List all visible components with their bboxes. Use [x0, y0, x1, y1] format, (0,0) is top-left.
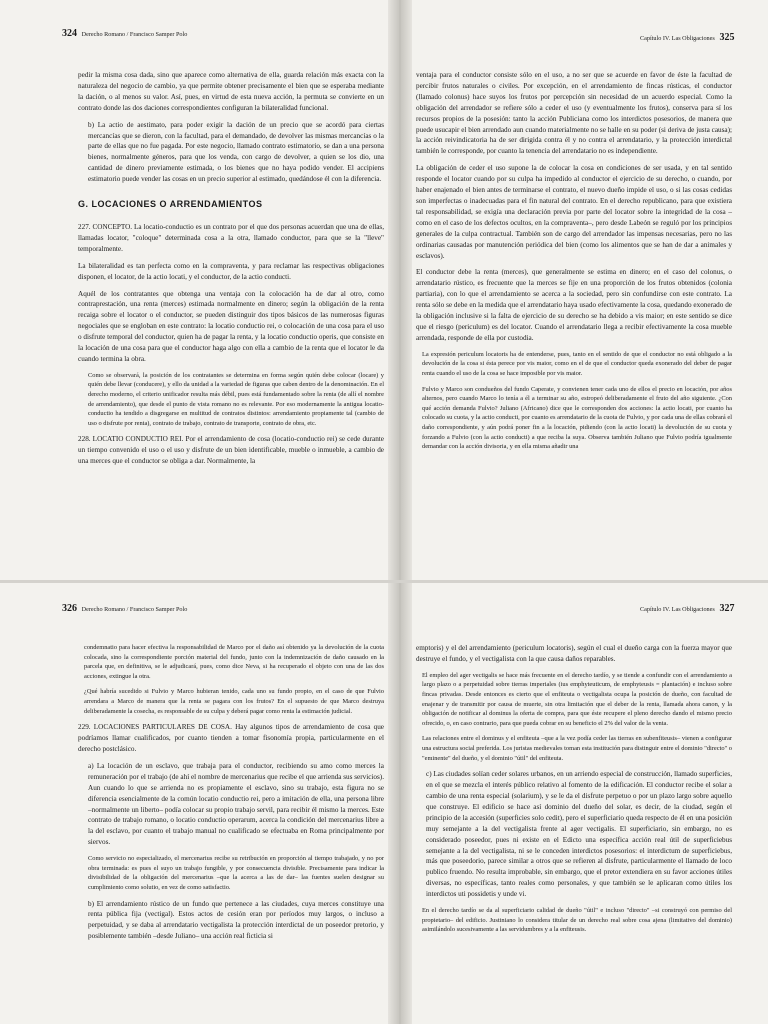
note: El empleo del ager vectigalis se hace más frecuente en el derecho tardío, y se tiende a confundir con el arrendamiento a largo plazo o a perpetuidad sobre tierras imperiales (ius emphyteuticum, de emphyteusis = plantación) e incluso sobre fincas privadas. Desde entonces es cierto que el enfiteuta o vectigalista ocupa la posición de dueño, con facultad de enajenar y de transmitir por causa de muerte, sin otra limitación que el deber de la renta, llamada ahora canon, y la obligación de notificar al dominus la oferta de compra, para que éste recupere el pleno derecho dando el mismo precio ofrecido, o, en caso contrario, para que pueda cobrar en su beneficio el 2% del valor de la venta. — [422, 671, 732, 727]
right-page-header — [640, 603, 734, 614]
paragraph: La obligación de ceder el uso supone la de colocar la cosa en condiciones de ser usada, y en tal sentido responde el locator cuando por su culpa ha impedido al conductor el ejercicio de su derecho, o cuando, por haber enajenado el bien antes de terminarse el contrato, el nuevo dueño impide el uso, o si las cosas cedidas son imperfectas o inadecuadas para el fin natural del contrato. En el derecho republicano, para que existiera tal responsabilidad, se exigía una declaración previa por parte del locator sobre la integridad de la cosa –como en el caso de los defectos ocultos, en la compraventa–, pero desde Labeón se reguló por los principios generales de la culpa contractual. También son de cargo del arrendador las impensas necesarias, pero no las ordinarias causadas por manutención periódica del bien (como los alimentos que se han de dar a animales y esclavos). — [416, 164, 732, 260]
list-item: c) Las ciudades solían ceder solares urbanos, en un arriendo especial de construcción, llamado superficies, en el que se mezcla el interés público relativo al fomento de la edificación. El conductor recibe el solar a cambio de una renta especial (solarium), y se le da el disfrute perpetuo o por un plazo largo sobre aquello que construye. El edificio se hace así dominio del dueño del solar, es decir, de la ciudad, según el principio de la accesión (superficies solo cedit), pero el superficiario queda respecto de él en una posición muy semejante a la del vectigalista frente al ager vectigalis. El superficiario, sin embargo, no es considerado poseedor, pues ni existe en el Edicto una específica acción real útil de superficiebus semejante a la del vectigalista, ni se le conceden interdictos posesorios: el interdictum de superficiebus, más que poseedorio, parece similar a otros que se refieren al disfrute, particularmente el llamado de loco publico fruendo. No resulta improbable, sin embargo, que el pretor extendiera en su favor acciones útiles diversas, no específicas, tanto reales como personales, y que también se le aplicaran como útiles los interdictos uti possidetis y unde vi. — [426, 770, 732, 899]
note: La expresión periculum locatoris ha de entenderse, pues, tanto en el sentido de que el conductor no está obligado a la devolución de la cosa si ésta perece por vis maior, como en el de que el conductor queda exonerado del deber de pagar renta cuando el uso de la cosa se hace imposible por vis maior. — [422, 350, 732, 377]
note: En el derecho tardío se da al superficiario calidad de dueño "útil" e incluso "directo" –si construyó con permiso del propietario– del edificio. Justiniano lo considera titular de un derecho real sobre cosa ajena (limitativo del dominio) asimilándolo sucesivamente a las servidumbres y a la enfiteusis. — [422, 907, 732, 934]
list-item: a) La locación de un esclavo, que trabaja para el conductor, recibiendo su amo como merces la remuneración por el trabajo (de ahí el nombre de mercenarius que recibe el que arrienda sus servicios). Aun cuando lo que se arrienda no es propiamente el esclavo, sino su trabajo, esta figura no se diferencia esencialmente de la común locatio conductio rei, pero a imitación de ella, una persona libre –normalmente un liberto– podía colocar su propio trabajo servil, para recibir él mismo la merces. Este contrato de trabajo romano, o locatio conductio operarum, acerca la condición del mercenarius libre a la del esclavo, por cuanto el trabajo manual no cualificado se efectuaba en Roma principalmente por siervos. — [88, 761, 384, 847]
page-number: 326 — [62, 603, 77, 614]
paragraph: 227. CONCEPTO. La locatio-conductio es un contrato por el que dos personas acuerdan que una de ellas, llamadas locator, "coloque" determinada cosa a la otra, llamado conductor, para que se la "lleve" temporalmente. — [78, 222, 384, 253]
book-gutter — [388, 0, 412, 580]
note: ¿Qué habría sucedido si Fulvio y Marco hubieran tenido, cada uno su fundo propio, en el caso de que Fulvio arrendara a Marco de manera que la renta se pagara con los frutos? En el supuesto de que Marco destruya deliberadamente la cosecha, es responsable de su culpa y deberá pagar como renta la estimación judicial. — [84, 688, 384, 715]
page-number: 327 — [719, 603, 735, 614]
right-text-column — [416, 70, 732, 458]
running-title: Derecho Romano / Francisco Samper Polo — [81, 606, 188, 613]
note: condemnatio para hacer efectiva la responsabilidad de Marco por el daño así obtenido ya la devolución de la cuota colocada, sino la correspondiente porción material del fundo, junto con la indemnización de daño causado en la parcela que, en definitiva, se le adjudicará, pues, como dice Neva, si ha recuperado el objeto con una de las dos acciones, extingue la otra. — [84, 644, 384, 680]
running-title: Derecho Romano / Francisco Samper Polo — [81, 31, 188, 38]
paragraph: Aquél de los contratantes que obtenga una ventaja con la colocación ha de dar al otro, como contraprestación, una renta (merces) estimada normalmente en dinero; según la obligación de la renta recaiga sobre el locator o el conductor, se pueden distinguir dos tipos básicos de las numerosas figuras negociales que se engloban en este contrato: la locatio conductio rei, o colocación de una cosa para el uso o disfrute temporal del conductor, quien ha de pagar la renta, y la locatio conductio operis, que consiste en la locación de una cosa para que el conductor haga algo con ella a cambio de la renta que el locator le da cuando termina la obra. — [78, 289, 384, 363]
running-chapter: Capítulo IV. Las Obligaciones — [640, 606, 715, 613]
note: Como se observará, la posición de los contratantes se determina en forma según quién debe colocar (locare) y quién debe llevar (conducere), y ello da unidad a la variedad de figuras que caben dentro de la denominación. En el derecho moderno, el criterio unificador resulta más débil, pues está fundamentado sobre la renta (de allí el nombre de arrendamiento), que desde el punto de vista romano no es relevante. Por eso modernamente la antigua locatio-conductio ha tendido a disgregarse en multitud de contratos distintos: arrendamiento propiamente tal (cambio de uso o disfrute por renta), contrato de trabajo, contrato de transporte, contrato de obra, etc. — [88, 371, 384, 427]
paragraph: 229. LOCACIONES PARTICULARES DE COSA. Hay algunos tipos de arrendamiento de cosa que podríamos llamar cualificados, por cuanto tienden a tomar fisonomía propia, particularmente en el derecho postclásico. — [78, 723, 384, 753]
paragraph: pedir la misma cosa dada, sino que aparece como alternativa de ella, guarda relación más exacta con la naturaleza del negocio de cambio, ya que permite obtener precisamente el bien que se esperaba mediante la dación, o al menos su valor. Así, pues, en virtud de esta nueva acción, la permuta se convierte en un contrato donde las dos daciones correspondientes configuran la bilateralidad funcional. — [78, 71, 384, 112]
list-item: b) La actio de aestimato, para poder exigir la dación de un precio que se acordó para ciertas mercancías que se dieron, con la facultad, para el demandado, de devolver las mismas mercancías o la parte de ellas que no fue pagada. Por este negocio, llamado contrato estimatorio, se dan a una persona bienes, normalmente géneros, para que los venda, con cargo de devolver, a quien se los dio, una cantidad de dinero previamente estimada, o los bienes que no haya podido vender. El accipiens estimatorio puede vender las cosas en un precio superior al estimado, quedándose él con la diferencia. — [88, 120, 384, 184]
section-title: G. LOCACIONES O ARRENDAMIENTOS — [78, 199, 263, 210]
left-page-header — [62, 28, 187, 39]
note: Las relaciones entre el dominus y el enfiteuta –que a la vez podía ceder las tierras en subenfiteusis– vienen a configurar una estructura social preferida. Los juristas medievales toman esta institución para distinguir entre el dominio "directo" o "eminente" del dueño, y el dominio "útil" del enfiteuta. — [422, 735, 732, 762]
bottom-page-spread — [0, 583, 768, 1024]
paragraph: emptoris) y el del arrendamiento (periculum locatoris), según el cual el dueño carga con la fuerza mayor que destruye el fundo, y el vectigalista con la que causa daños reparables. — [416, 644, 732, 663]
right-page-header — [640, 32, 734, 43]
page-number: 324 — [62, 28, 77, 39]
left-text-column — [78, 643, 384, 948]
list-item: b) El arrendamiento rústico de un fundo que pertenece a las ciudades, cuya merces constituye una renta pública fija (vectigal). Estos actos de cesión eran por períodos muy largos, o incluso a perpetuidad, y se daba al arrendatario vectigalista la protección interdictal de un poseedor pretorio, y posiblemente también –desde Juliano– una acción real ficticia si — [88, 899, 384, 941]
note: Como servicio no especializado, el mercenarius recibe su retribución en proporción al tiempo trabajado, y no por obra terminada: es pues el suyo un trabajo fungible, y por consecuencia divisible. Precisamente para indicar la divisibilidad de la obligación del mercenarius –que la acerca a las de dar– las fuentes suelen designar su cumplimiento como solutio, en vez de como satisfactio. — [88, 855, 384, 891]
right-text-column — [416, 643, 732, 941]
left-text-column — [78, 70, 384, 473]
page-number: 325 — [719, 32, 735, 43]
left-page-header — [62, 603, 187, 614]
book-gutter — [388, 583, 412, 1024]
paragraph: ventaja para el conductor consiste sólo en el uso, a no ser que se acuerde en favor de éste la facultad de percibir frutos naturales o civiles. Por excepción, en el arrendamiento de fincas rústicas, el conductor (llamado colonus) hace suyos los frutos por percepción sin necesidad de un acuerdo especial. Como la obligación del arrendador se refiere sólo a ceder el uso (y eventualmente los frutos), conserva para sí los recursos propios de la posesión: tanto la acción Publiciana como los interdictos posesorios, de manera que puede usucapir el bien arrendado aun cuando materialmente no se halle en su poder (si deriva de justa causa); la acción reivindicatoria ha de ser dirigida contra él y no contra el arrendatario, y la protección interdictal también le corresponde, por cuanto la tenencia del arrendatario no es independiente. — [416, 71, 732, 156]
note: Fulvio y Marco son condueños del fundo Caperate, y convienen tener cada uno de ellos el precio en locación, por años alternos, pero cuando Marco lo tenía a él a terminar su año, estropeó deliberadamente el fruto del año siguiente. ¿Con qué acción demanda Fulvio? Juliano (Africano) dice que le corresponden dos acciones: la actio locati, por cuanto ha colocado su cuota, y la actio conducti, por cuanto es arrendatario de la cuota de Fulvio, y por cada una de ellas cobrará el daño correspondiente, y aún podrá poner fin a la locación, pidiendo (con la actio locati) la devolución de su cuota y forzando a Fulvio (con la actio conducti) a que reciba la suya. Observa también Juliano que Fulvio podría igualmente demandar con la acción divisoria, y en ella misma añadir una — [422, 385, 732, 451]
paragraph: La bilateralidad es tan perfecta como en la compraventa, y para reclamar las respectivas obligaciones disponen, el locator, de la actio locati, y el conductor, de la actio conducti. — [78, 261, 384, 281]
paragraph: El conductor debe la renta (merces), que generalmente se estima en dinero; en el caso del colonus, o arrendatario rústico, es frecuente que la merces se fije en una proporción de los frutos obtenidos (colonia partiaria), con lo que el arrendamiento se acerca a la sociedad, pero sin confundirse con este contrato. La renta sólo se debe en la medida que el arrendatario haya usado efectivamente la cosa, quedando exonerado de la obligación inclusive si la falta de ejercicio de su derecho se ha debido a vis maior; en este sentido se dice que el riesgo (periculum) es del locator. Cuando el arrendatario llega a recibir efectivamente la cosa mueble arrendada, responde de ella por custodia. — [416, 268, 732, 342]
paragraph: 228. LOCATIO CONDUCTIO REI. Por el arrendamiento de cosa (locatio-conductio rei) se cede durante un tiempo convenido el uso o el uso y disfrute de un bien identificable, mueble o inmueble, a cambio de una merces que el conductor se obliga a dar. Normalmente, la — [78, 435, 384, 466]
running-chapter: Capítulo IV. Las Obligaciones — [640, 35, 715, 42]
